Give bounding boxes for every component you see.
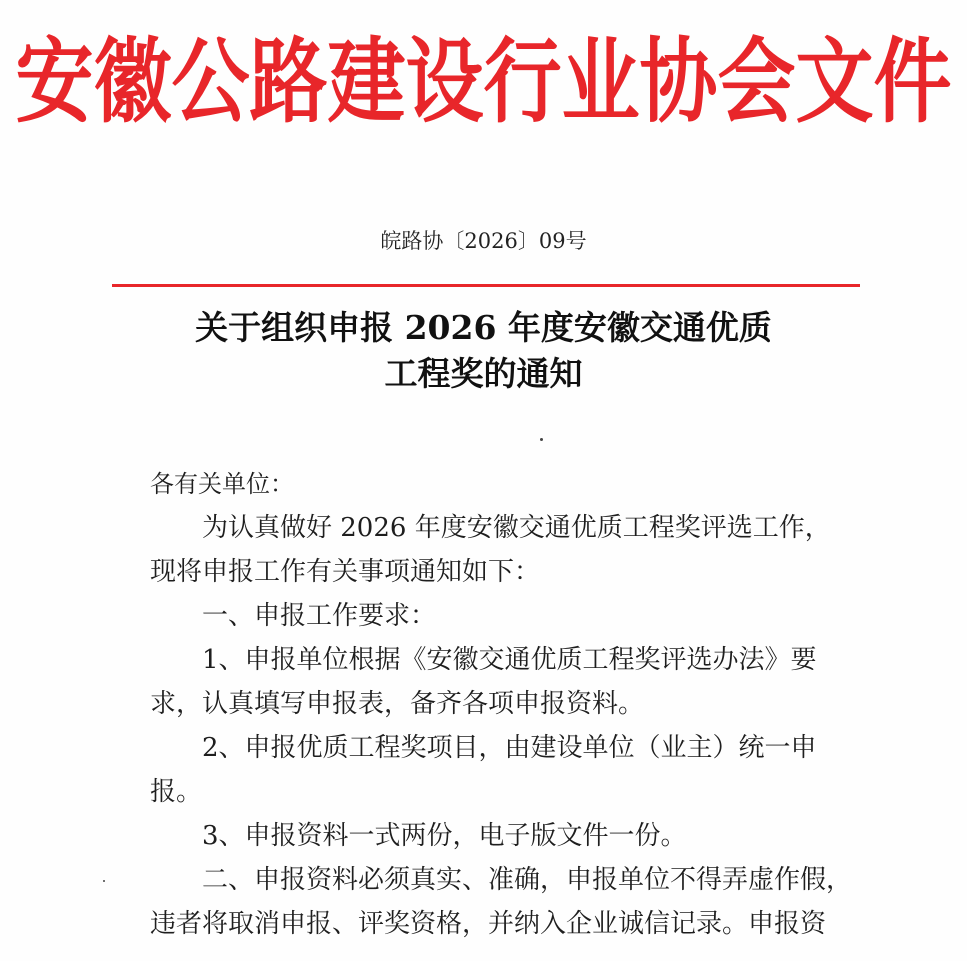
body-line-8: 3、申报资料一式两份，电子版文件一份。 [202, 821, 687, 851]
scan-speck [540, 438, 543, 441]
document-title-line-2: 工程奖的通知 [384, 354, 583, 393]
body-line-4: 1、申报单位根据《安徽交通优质工程奖评选办法》要 [202, 645, 817, 675]
body-line-5: 求，认真填写申报表，备齐各项申报资料。 [150, 689, 645, 719]
body-line-7: 报。 [150, 777, 203, 807]
body-line-2: 现将申报工作有关事项通知如下： [150, 557, 541, 587]
scan-speck [103, 880, 105, 882]
red-separator-rule [112, 284, 860, 287]
section-heading-2: 二、申报资料必须真实、准确，申报单位不得弄虚作假， [202, 865, 853, 895]
document-number: 皖路协〔2026〕09号 [380, 229, 587, 253]
body-line-6: 2、申报优质工程奖项目，由建设单位（业主）统一申 [202, 733, 817, 763]
document-body [150, 462, 853, 946]
document-title-line-1: 关于组织申报 2026 年度安徽交通优质 [195, 308, 772, 347]
body-line-1: 为认真做好 2026 年度安徽交通优质工程奖评选工作， [202, 513, 831, 543]
body-line-10: 违者将取消申报、评奖资格，并纳入企业诚信记录。申报资 [150, 909, 827, 939]
masthead-title: 安徽公路建设行业协会文件 [15, 29, 952, 136]
salutation: 各有关单位： [150, 470, 294, 498]
document-title [0, 305, 967, 397]
section-heading-1: 一、申报工作要求： [202, 601, 437, 631]
